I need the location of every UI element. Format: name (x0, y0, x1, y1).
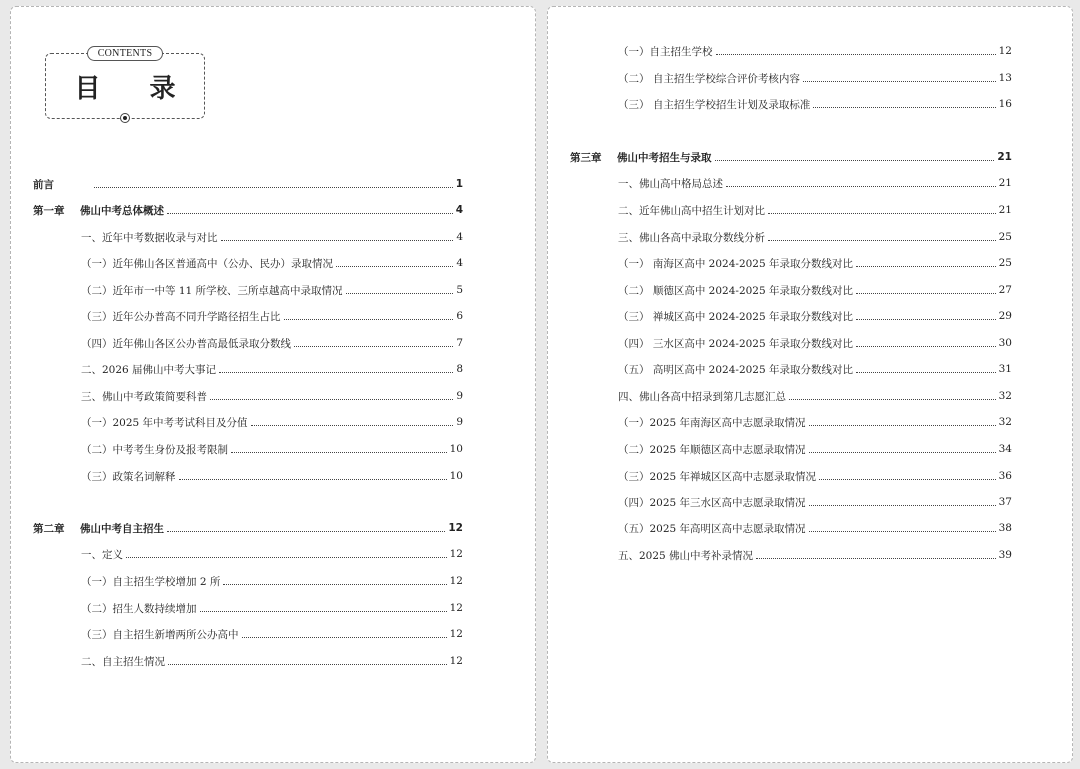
dot-leader (856, 346, 996, 347)
toc-entry-label: （五）2025 年高明区高中志愿录取情况 (618, 522, 806, 535)
contents-tag: CONTENTS (87, 46, 163, 61)
dot-leader (756, 558, 996, 559)
toc-entry-page: 5 (456, 284, 463, 296)
toc-entry-page: 6 (456, 310, 463, 322)
toc-entry-label: （四）近年佛山各区公办普高最低录取分数线 (81, 337, 291, 350)
toc-entry-label: （四） 三水区高中 2024-2025 年录取分数线对比 (618, 337, 854, 350)
dot-leader (768, 240, 996, 241)
toc-entry-label: 一、近年中考数据收录与对比 (81, 231, 218, 244)
toc-entry[interactable] (618, 175, 1012, 191)
toc-entry[interactable] (81, 361, 463, 377)
toc-entry[interactable] (81, 255, 463, 271)
toc-entry[interactable] (81, 573, 463, 589)
toc-entry-page: 10 (449, 443, 463, 455)
toc-entry-label: （一）自主招生学校 (618, 45, 713, 58)
toc-entry-label: （五） 高明区高中 2024-2025 年录取分数线对比 (618, 363, 854, 376)
toc-entry-page: 12 (449, 655, 463, 667)
toc-entry[interactable] (618, 547, 1012, 563)
dot-leader (819, 479, 996, 480)
toc-entry-label: 一、佛山高中格局总述 (618, 177, 723, 190)
toc-entry[interactable] (81, 653, 463, 669)
toc-entry-page: 29 (998, 310, 1012, 322)
dot-leader (803, 81, 996, 82)
toc-entry-page: 32 (998, 416, 1012, 428)
toc-entry-label: （二）2025 年顺德区高中志愿录取情况 (618, 443, 806, 456)
toc-entry[interactable] (81, 626, 463, 642)
toc-entry-label: 三、佛山各高中录取分数线分析 (618, 231, 765, 244)
toc-entry-page: 12 (449, 575, 463, 587)
toc-entry-page: 25 (998, 231, 1012, 243)
toc-entry-page: 34 (998, 443, 1012, 455)
toc-entry-page: 10 (449, 470, 463, 482)
toc-entry-page: 13 (998, 72, 1012, 84)
toc-entry-chapter-3[interactable] (570, 149, 1012, 165)
dot-leader (221, 240, 454, 241)
toc-entry-page: 37 (998, 496, 1012, 508)
toc-entry-page: 30 (998, 337, 1012, 349)
toc-entry-label: （二）招生人数持续增加 (81, 602, 197, 615)
toc-entry-label: （三）近年公办普高不同升学路径招生占比 (81, 310, 281, 323)
toc-entry-page: 25 (998, 257, 1012, 269)
toc-entry-label: 佛山中考总体概述 (80, 204, 164, 217)
toc-entry-chapter-2[interactable] (33, 520, 463, 536)
dot-leader (856, 319, 996, 320)
dot-leader (251, 425, 454, 426)
toc-entry-label: （二） 自主招生学校综合评价考核内容 (618, 72, 800, 85)
dot-leader (231, 452, 447, 453)
page-title: 目 录 (74, 74, 196, 104)
toc-entry-label: 三、佛山中考政策简要科普 (81, 390, 207, 403)
toc-entry-label: （一）2025 年南海区高中志愿录取情况 (618, 416, 806, 429)
toc-entry[interactable] (81, 335, 463, 351)
toc-entry[interactable] (81, 546, 463, 562)
toc-entry-label: （三）政策名词解释 (81, 470, 176, 483)
toc-entry[interactable] (81, 600, 463, 616)
dot-leader (813, 107, 995, 108)
toc-entry-page: 16 (998, 98, 1012, 110)
toc-entry-page: 21 (998, 204, 1012, 216)
dot-leader (809, 531, 996, 532)
dot-leader (179, 479, 447, 480)
dot-leader (856, 293, 996, 294)
dot-leader (294, 346, 453, 347)
toc-entry-label: （二）中考考生身份及报考限制 (81, 443, 228, 456)
toc-entry[interactable] (618, 361, 1012, 377)
toc-entry-label: （三） 禅城区高中 2024-2025 年录取分数线对比 (618, 310, 854, 323)
toc-entry-page: 12 (449, 628, 463, 640)
dot-leader (856, 266, 996, 267)
toc-entry[interactable] (81, 282, 463, 298)
toc-entry-page: 7 (456, 337, 463, 349)
chapter-number: 第三章 (570, 151, 602, 164)
toc-entry-page: 9 (456, 416, 463, 428)
dot-leader (200, 611, 447, 612)
toc-entry[interactable] (618, 202, 1012, 218)
toc-entry-page: 39 (998, 549, 1012, 561)
toc-entry-page: 1 (455, 178, 463, 190)
dot-leader (223, 584, 446, 585)
toc-entry-label: 二、自主招生情况 (81, 655, 165, 668)
toc-entry-label: （二）近年市一中等 11 所学校、三所卓越高中录取情况 (81, 284, 343, 297)
dot-leader (284, 319, 454, 320)
toc-entry-label: （一）近年佛山各区普通高中（公办、民办）录取情况 (81, 257, 333, 270)
toc-entry-page: 21 (997, 151, 1012, 163)
toc-entry[interactable] (618, 70, 1012, 86)
toc-list-right (548, 7, 1072, 762)
toc-entry-label: 一、定义 (81, 548, 123, 561)
toc-entry-page: 4 (456, 257, 463, 269)
toc-entry-page: 31 (998, 363, 1012, 375)
toc-entry[interactable] (618, 468, 1012, 484)
toc-entry-label: 佛山中考自主招生 (80, 522, 164, 535)
toc-page-left (10, 6, 536, 763)
toc-entry-label: 前言 (33, 178, 54, 191)
dot-leader (167, 213, 453, 214)
dot-leader (768, 213, 996, 214)
dot-leader (94, 187, 453, 188)
toc-entry-label: 五、2025 佛山中考补录情况 (618, 549, 754, 562)
toc-entry-page: 36 (998, 470, 1012, 482)
toc-entry-label: （一）2025 年中考考试科目及分值 (81, 416, 248, 429)
dot-leader (336, 266, 453, 267)
toc-entry-page: 9 (456, 390, 463, 402)
toc-entry-page: 27 (998, 284, 1012, 296)
dot-leader (716, 54, 996, 55)
chapter-number: 第二章 (33, 522, 65, 535)
toc-entry-label: （一）自主招生学校增加 2 所 (81, 575, 221, 588)
dot-leader (168, 664, 447, 665)
toc-entry[interactable] (618, 43, 1012, 59)
toc-entry-preface[interactable] (33, 176, 463, 192)
toc-entry-page: 32 (998, 390, 1012, 402)
toc-entry-label: （三）2025 年禅城区区高中志愿录取情况 (618, 470, 817, 483)
toc-entry[interactable] (618, 96, 1012, 112)
dot-leader (809, 505, 996, 506)
toc-entry-label: 四、佛山各高中招录到第几志愿汇总 (618, 390, 786, 403)
toc-entry-label: 佛山中考招生与录取 (617, 151, 712, 164)
toc-entry[interactable] (81, 308, 463, 324)
toc-list-left (11, 7, 535, 762)
toc-entry-label: （三） 自主招生学校招生计划及录取标准 (618, 98, 811, 111)
toc-entry-label: 二、2026 届佛山中考大事记 (81, 363, 217, 376)
toc-entry[interactable] (81, 468, 463, 484)
chapter-number: 第一章 (33, 204, 65, 217)
toc-entry[interactable] (618, 414, 1012, 430)
toc-entry[interactable] (81, 388, 463, 404)
dot-leader (789, 399, 996, 400)
toc-entry[interactable] (618, 494, 1012, 510)
toc-page-right (547, 6, 1073, 763)
toc-entry-page: 12 (998, 45, 1012, 57)
toc-entry-label: （三）自主招生新增两所公办高中 (81, 628, 239, 641)
dot-leader (856, 372, 996, 373)
toc-entry[interactable] (81, 441, 463, 457)
toc-entry-label: （一） 南海区高中 2024-2025 年录取分数线对比 (618, 257, 854, 270)
toc-entry[interactable] (81, 229, 463, 245)
toc-entry-page: 12 (449, 602, 463, 614)
dot-leader (126, 557, 447, 558)
toc-entry-page: 21 (998, 177, 1012, 189)
toc-entry[interactable] (618, 520, 1012, 536)
dot-leader (726, 186, 996, 187)
toc-entry[interactable] (81, 414, 463, 430)
dot-leader (809, 452, 996, 453)
toc-entry[interactable] (618, 255, 1012, 271)
toc-entry[interactable] (618, 308, 1012, 324)
toc-entry-page: 4 (456, 231, 463, 243)
toc-entry-label: （二） 顺德区高中 2024-2025 年录取分数线对比 (618, 284, 854, 297)
toc-entry-label: 二、近年佛山高中招生计划对比 (618, 204, 765, 217)
toc-entry-page: 38 (998, 522, 1012, 534)
toc-entry-page: 4 (455, 204, 463, 216)
toc-entry[interactable] (618, 335, 1012, 351)
toc-entry-label: （四）2025 年三水区高中志愿录取情况 (618, 496, 806, 509)
toc-entry-page: 12 (448, 522, 463, 534)
toc-entry[interactable] (618, 282, 1012, 298)
dot-leader (809, 425, 996, 426)
dot-leader (219, 372, 453, 373)
dot-leader (167, 531, 445, 532)
dot-leader (715, 160, 995, 161)
toc-entry[interactable] (618, 441, 1012, 457)
dot-leader (346, 293, 454, 294)
dot-leader (242, 637, 447, 638)
toc-entry-chapter-1[interactable] (33, 202, 463, 218)
dot-leader (210, 399, 453, 400)
toc-entry[interactable] (618, 229, 1012, 245)
toc-entry-page: 12 (449, 548, 463, 560)
toc-entry[interactable] (618, 388, 1012, 404)
toc-entry-page: 8 (456, 363, 463, 375)
